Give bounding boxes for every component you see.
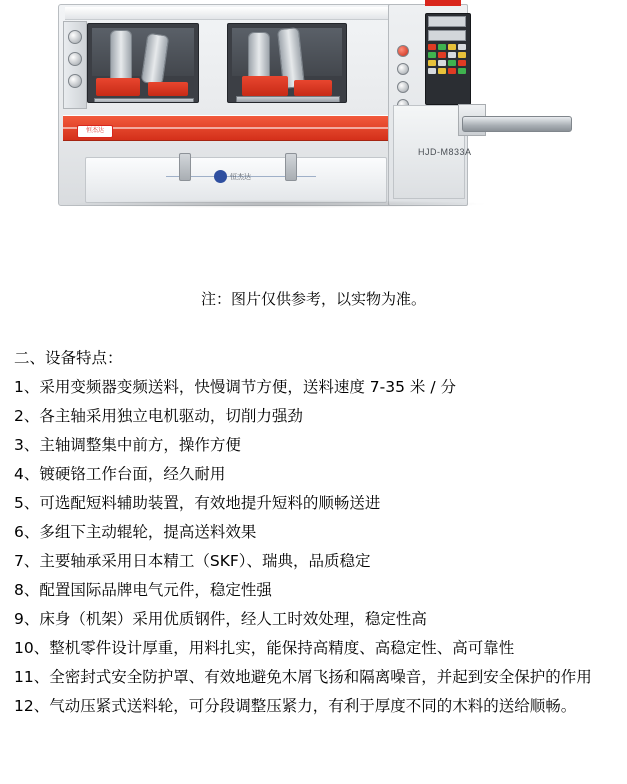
panel-button-icon <box>438 44 446 50</box>
feature-list <box>14 373 618 721</box>
selector-switch-icon <box>397 63 409 75</box>
control-panel <box>425 13 471 105</box>
list-item: 4、镀硬铬工作台面，经久耐用 <box>14 465 226 483</box>
panel-display <box>428 16 466 27</box>
panel-button-icon <box>428 60 436 66</box>
machine-body <box>58 4 440 206</box>
panel-button-row <box>428 52 468 58</box>
cutting-chamber-right <box>227 23 347 103</box>
cabinet-handle <box>285 153 297 181</box>
machine-shadow <box>64 200 484 208</box>
panel-button-icon <box>428 68 436 74</box>
spindle-housing <box>148 82 188 96</box>
list-item: 5、可选配短料辅助装置，有效地提升短料的顺畅送进 <box>14 494 381 512</box>
panel-button-icon <box>458 68 466 74</box>
cabinet-handle <box>179 153 191 181</box>
list-item: 1、采用变频器变频送料，快慢调节方便，送料速度 7-35 米 / 分 <box>14 378 456 396</box>
machine-side-logo: 恒杰达 <box>77 125 113 138</box>
adjust-knob-icon <box>68 52 82 66</box>
panel-button-icon <box>458 52 466 58</box>
model-label: HJD-M833A <box>418 147 472 157</box>
brand-logo <box>214 170 251 183</box>
panel-button-icon <box>438 68 446 74</box>
list-item: 10、整机零件设计厚重，用料扎实，能保持高精度、高稳定性、高可靠性 <box>14 639 515 657</box>
machine-top-cap <box>65 7 433 20</box>
emergency-stop-icon <box>397 45 409 57</box>
photo-caption: 注：图片仅供参考，以实物为准。 <box>200 290 426 308</box>
panel-button-icon <box>448 68 456 74</box>
panel-button-icon <box>428 44 436 50</box>
feed-rail <box>236 96 340 103</box>
left-adjust-column <box>63 21 87 109</box>
panel-button-icon <box>458 60 466 66</box>
list-item: 7、主要轴承采用日本精工（SKF）、瑞典，品质稳定 <box>14 552 371 570</box>
panel-button-icon <box>428 52 436 58</box>
list-item: 12、气动压紧式送料轮，可分段调整压紧力，有利于厚度不同的木料的送给顺畅。 <box>14 697 577 715</box>
panel-button-icon <box>448 44 456 50</box>
adjust-knob-icon <box>68 30 82 44</box>
spindle-housing <box>294 80 332 96</box>
outfeed-roller-shaft <box>462 116 572 132</box>
feed-rail <box>94 98 194 103</box>
panel-button-row <box>428 44 468 50</box>
brand-mark-icon <box>214 170 227 183</box>
red-accent-band <box>63 115 435 141</box>
panel-button-icon <box>448 52 456 58</box>
cabinet-top-accent <box>425 0 461 6</box>
product-photo <box>0 0 627 262</box>
list-item: 6、多组下主动辊轮，提高送料效果 <box>14 523 257 541</box>
lower-cabinet-panel <box>85 157 387 203</box>
section-title: 二、设备特点： <box>14 349 123 367</box>
panel-button-icon <box>458 44 466 50</box>
document-content <box>14 344 618 721</box>
list-item: 2、各主轴采用独立电机驱动，切削力强劲 <box>14 407 303 425</box>
adjust-knob-icon <box>68 74 82 88</box>
list-item: 9、床身（机架）采用优质钢件，经人工时效处理，稳定性高 <box>14 610 427 628</box>
list-item: 8、配置国际品牌电气元件，稳定性强 <box>14 581 272 599</box>
list-item: 3、主轴调整集中前方，操作方便 <box>14 436 241 454</box>
panel-button-row <box>428 68 468 74</box>
panel-button-icon <box>438 60 446 66</box>
control-cabinet <box>388 4 468 206</box>
list-item: 11、全密封式安全防护罩、有效地避免木屑飞扬和隔离噪音，并起到安全保护的作用 <box>14 668 592 686</box>
machine-illustration <box>58 4 568 209</box>
panel-button-icon <box>448 60 456 66</box>
brand-logo-text: 恒杰达 <box>230 173 251 181</box>
cutting-chamber-left <box>87 23 199 103</box>
spindle-housing <box>96 78 140 96</box>
panel-button-icon <box>438 52 446 58</box>
panel-display <box>428 30 466 41</box>
panel-button-row <box>428 60 468 66</box>
band-highlight <box>63 127 435 129</box>
selector-switch-icon <box>397 81 409 93</box>
spindle-housing <box>242 76 288 96</box>
